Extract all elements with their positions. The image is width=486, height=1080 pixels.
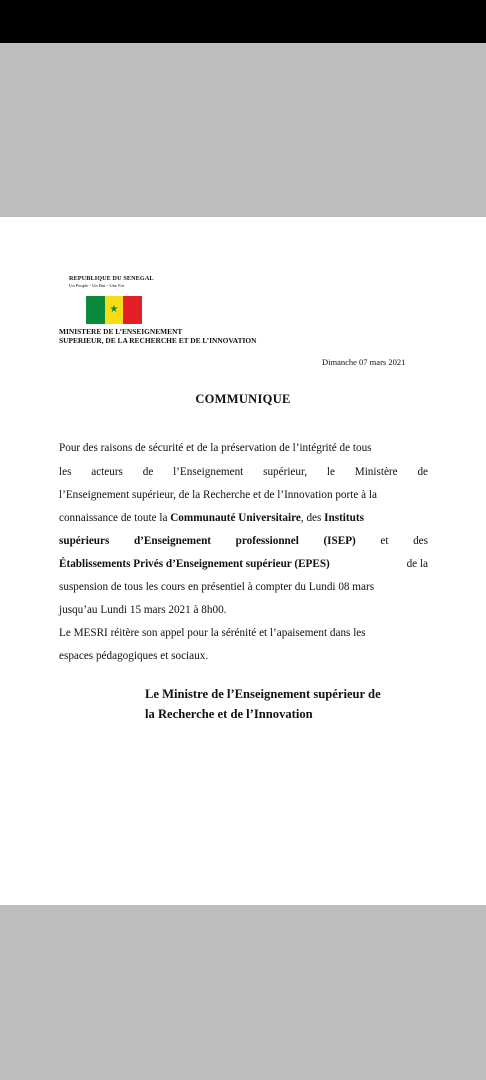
status-bar xyxy=(0,0,486,43)
body-line-9: Le MESRI réitère son appel pour la sérénité et l’apaisement dans les xyxy=(59,627,366,639)
star-icon: ★ xyxy=(109,304,119,315)
republic-label: REPUBLIQUE DU SENEGAL xyxy=(69,275,154,282)
body-line-7: suspension de tous les cours en présentiel à compter du Lundi 08 mars xyxy=(59,581,375,593)
document-title: COMMUNIQUE xyxy=(195,392,291,406)
body-line-2: les acteurs de l’Enseignement supérieur, le Ministère de xyxy=(59,466,428,478)
signature-line-1: Le Ministre de l’Enseignement supérieur de xyxy=(145,687,381,701)
body-line-4: connaissance de toute la Communauté Universitaire, des Instituts xyxy=(59,512,364,524)
signature-line-2: la Recherche et de l’Innovation xyxy=(145,707,313,721)
senegal-flag xyxy=(86,296,142,324)
body-line-10: espaces pédagogiques et sociaux. xyxy=(59,650,209,662)
ministry-line-1: MINISTERE DE L’ENSEIGNEMENT xyxy=(59,327,183,336)
bottom-margin xyxy=(0,905,486,1080)
body-line-5: supérieurs d’Enseignement professionnel (ISEP) et des xyxy=(59,535,428,547)
flag-red-band xyxy=(123,296,142,324)
document-date: Dimanche 07 mars 2021 xyxy=(322,357,406,367)
document-page xyxy=(0,217,486,905)
flag-green-band xyxy=(86,296,105,324)
body-line-6: Établissements Privés d’Enseignement supérieur (EPES) de la xyxy=(59,558,428,570)
body-line-8: jusqu’au Lundi 15 mars 2021 à 8h00. xyxy=(59,604,227,616)
body-line-1: Pour des raisons de sécurité et de la préservation de l’intégrité de tous xyxy=(59,442,372,454)
body-line-3: l’Enseignement supérieur, de la Recherche et de l’Innovation porte à la xyxy=(59,489,377,501)
flag-yellow-band xyxy=(105,296,124,324)
motto-label: Un Peuple - Un But - Une Foi xyxy=(69,283,125,288)
ministry-line-2: SUPERIEUR, DE LA RECHERCHE ET DE L’INNOVATION xyxy=(59,336,257,345)
top-margin xyxy=(0,43,486,217)
